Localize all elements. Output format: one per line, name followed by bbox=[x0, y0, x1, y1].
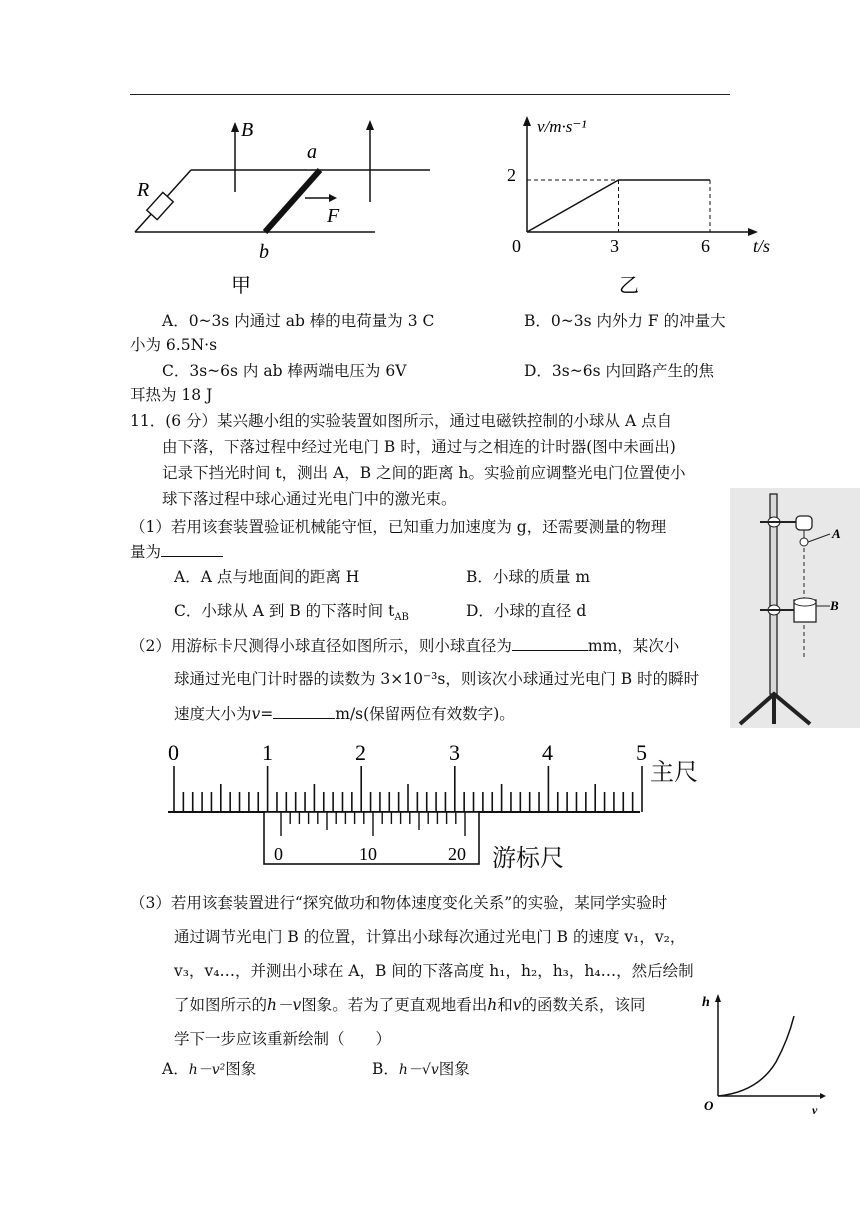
caliper-vernier-10: 10 bbox=[359, 844, 377, 864]
q11-part3-line-4 bbox=[174, 994, 646, 1016]
q11-part3-math-h: h bbox=[487, 996, 498, 1014]
q11-part2-text-a: （2）用游标卡尺测得小球直径如图所示，则小球直径为 bbox=[130, 637, 512, 655]
q11-part3-text-d: 的函数关系，该同 bbox=[521, 996, 646, 1014]
figure-jia-rail-circuit bbox=[125, 112, 445, 302]
q10-option-b: B．0~3s 内外力 F 的冲量大 bbox=[524, 312, 726, 330]
q11-part3-text-a: 了如图所示的 bbox=[174, 996, 268, 1014]
q11-line-1: 11．(6 分）某兴趣小组的实验装置如图所示，通过电磁铁控制的小球从 A 点自 bbox=[130, 412, 673, 430]
yi-x-tick-3: 3 bbox=[610, 236, 619, 256]
q10-option-d-cont: 耳热为 18 J bbox=[130, 386, 213, 404]
jia-label-b: b bbox=[259, 241, 269, 263]
q11-part2-line-1 bbox=[130, 634, 679, 657]
answer-blank-2[interactable] bbox=[512, 634, 588, 651]
yi-ylabel: v/m·s⁻¹ bbox=[537, 117, 587, 136]
q10-option-a: A．0~3s 内通过 ab 棒的电荷量为 3 C bbox=[162, 312, 435, 330]
q11-part2-text-b: mm，某次小 bbox=[587, 637, 680, 655]
q10-option-b-cont: 小为 6.5N·s bbox=[130, 336, 218, 354]
jia-label-B: B bbox=[241, 119, 254, 141]
q11-line-4: 球下落过程中球心通过光电门中的激光束。 bbox=[162, 490, 457, 508]
caliper-main-4: 4 bbox=[542, 740, 553, 765]
caliper-vernier-20: 20 bbox=[448, 844, 466, 864]
q11-part3-text-c: 和 bbox=[497, 996, 513, 1014]
caliper-vernier-0: 0 bbox=[274, 844, 283, 864]
yi-xlabel: t/s bbox=[753, 236, 771, 256]
caliper-main-0: 0 bbox=[168, 740, 179, 765]
q11-part2-v: v= bbox=[251, 705, 274, 723]
caliper-main-3: 3 bbox=[449, 740, 460, 765]
caliper-vernier-name: 游标尺 bbox=[492, 844, 564, 872]
q11-part3-math-v: v bbox=[512, 996, 522, 1014]
figure-yi-vt-chart bbox=[495, 110, 795, 302]
q11-part2-line-2: 球通过光电门计时器的读数为 3×10⁻³s，则该次小球通过光电门 B 时的瞬时 bbox=[174, 670, 700, 688]
header-rule bbox=[130, 94, 730, 95]
figure-apparatus bbox=[730, 488, 860, 728]
yi-caption: 乙 bbox=[619, 275, 639, 297]
q10-option-c: C．3s~6s 内 ab 棒两端电压为 6V bbox=[162, 362, 407, 380]
jia-caption: 甲 bbox=[231, 275, 251, 297]
apparatus-label-A: A bbox=[832, 526, 841, 541]
q11-part3-line-5: 学下一步应该重新绘制（ ） bbox=[174, 1030, 392, 1048]
q11-part3-option-a[interactable] bbox=[162, 1058, 256, 1081]
option-a-suffix: 图象 bbox=[225, 1060, 257, 1078]
q11-part2-line-3 bbox=[174, 702, 515, 725]
jia-label-a: a bbox=[307, 141, 317, 163]
q11-line-2: 由下落，下落过程中经过光电门 B 时，通过与之相连的计时器(图中未画出) bbox=[162, 438, 676, 456]
caliper-main-5: 5 bbox=[636, 740, 647, 765]
option-b-suffix: 图象 bbox=[438, 1060, 470, 1078]
option-b-letter: B． bbox=[372, 1060, 399, 1078]
caliper-main-name: 主尺 bbox=[650, 758, 698, 786]
hv-ylabel: h bbox=[702, 995, 710, 1010]
jia-label-R: R bbox=[137, 179, 150, 201]
q11-part3-math-hv: h－v bbox=[267, 996, 302, 1014]
answer-blank-3[interactable] bbox=[273, 702, 335, 719]
q11-part1-option-c-sub: AB bbox=[394, 612, 409, 624]
q11-part3-line-2: 通过调节光电门 B 的位置，计算出小球每次通过光电门 B 的速度 v₁，v₂， bbox=[174, 928, 686, 946]
q11-part3-line-1: （3）若用该套装置进行“探究做功和物体速度变化关系”的实验，某同学实验时 bbox=[130, 894, 668, 912]
q11-part3-line-3: v₃，v₄…，并测出小球在 A，B 间的下落高度 h₁，h₂，h₃，h₄…，然后绘制 bbox=[174, 962, 694, 980]
q11-part2-text-d: m/s(保留两位有效数字)。 bbox=[335, 705, 515, 723]
q11-part1-prompt: 量为 bbox=[130, 543, 162, 561]
option-a-math: h－v² bbox=[188, 1062, 226, 1078]
option-b-math: h－√v bbox=[398, 1062, 439, 1078]
q11-part1-option-d: D．小球的直径 d bbox=[466, 602, 587, 620]
caliper-main-1: 1 bbox=[262, 740, 273, 765]
apparatus-label-B: B bbox=[830, 598, 839, 613]
jia-label-F: F bbox=[327, 205, 340, 227]
q11-part1-option-c-text: C．小球从 A 到 B 的下落时间 t bbox=[174, 602, 395, 620]
yi-x-tick-0: 0 bbox=[512, 236, 521, 256]
q11-part1-line-1: （1）若用该套装置验证机械能守恒，已知重力加速度为 g，还需要测量的物理 bbox=[130, 518, 667, 536]
hv-xlabel: v bbox=[812, 1103, 818, 1117]
yi-y-tick: 2 bbox=[507, 165, 516, 185]
option-a-letter: A． bbox=[162, 1060, 189, 1078]
yi-x-tick-6: 6 bbox=[701, 236, 710, 256]
q10-option-d: D．3s~6s 内回路产生的焦 bbox=[524, 362, 714, 380]
q11-part1-line-2 bbox=[130, 540, 223, 563]
q11-part3-option-b[interactable] bbox=[372, 1058, 470, 1081]
q11-part1-option-c bbox=[174, 600, 409, 629]
hv-origin: O bbox=[704, 1098, 714, 1113]
figure-h-v-graph bbox=[696, 992, 826, 1120]
caliper-main-2: 2 bbox=[355, 740, 366, 765]
q11-part1-option-b: B．小球的质量 m bbox=[466, 568, 591, 586]
q11-part1-option-a: A．A 点与地面间的距离 H bbox=[174, 568, 360, 586]
q11-part3-text-b: 图象。若为了更直观地看出 bbox=[301, 996, 488, 1014]
q11-line-3: 记录下挡光时间 t，测出 A，B 之间的距离 h。实验前应调整光电门位置使小 bbox=[162, 464, 686, 482]
answer-blank-1[interactable] bbox=[161, 540, 223, 557]
q11-part2-text-c: 速度大小为 bbox=[174, 705, 252, 723]
